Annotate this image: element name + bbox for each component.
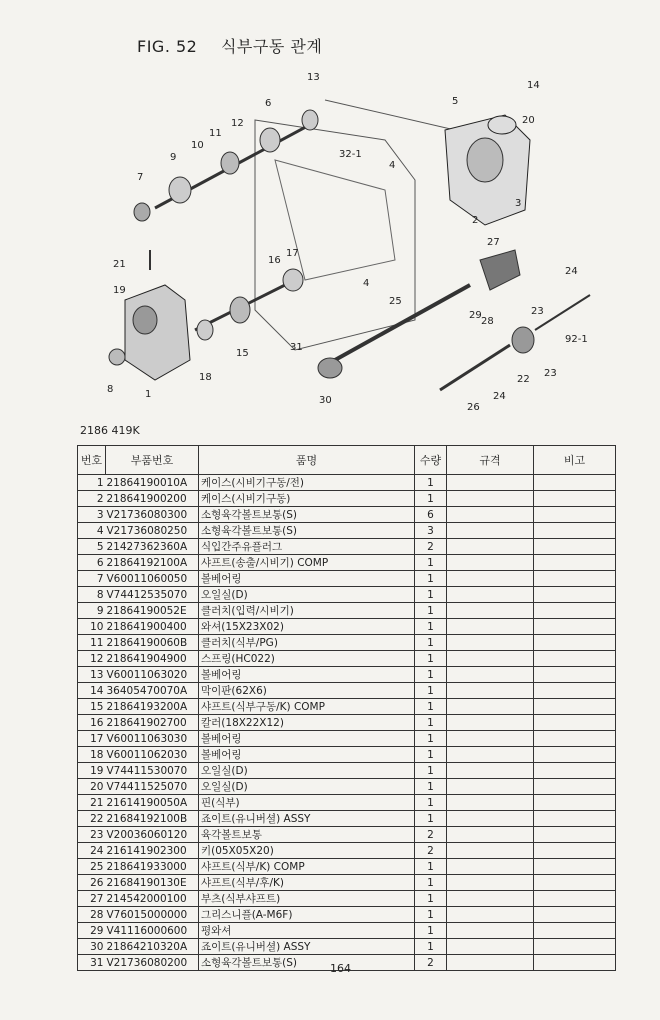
note-cell (534, 667, 616, 683)
spec-cell (447, 587, 534, 603)
table-row (78, 747, 616, 763)
part-code-cell: V60011060050 (106, 571, 199, 587)
quantity-cell: 1 (415, 491, 447, 507)
part-code-cell: V74411525070 (106, 779, 199, 795)
note-cell (534, 891, 616, 907)
row-number-cell: 7 (78, 571, 106, 587)
callout-92-1: 92-1 (565, 334, 588, 345)
part-code-cell: 21614190050A (106, 795, 199, 811)
note-cell (534, 651, 616, 667)
note-cell (534, 763, 616, 779)
table-row (78, 491, 616, 507)
quantity-cell: 1 (415, 619, 447, 635)
part-code-cell: V60011063020 (106, 667, 199, 683)
quantity-cell: 1 (415, 939, 447, 955)
part-code-cell: V20036060120 (106, 827, 199, 843)
spec-cell (447, 507, 534, 523)
callout-22: 22 (517, 374, 530, 385)
table-row (78, 731, 616, 747)
quantity-cell: 1 (415, 795, 447, 811)
part-code-cell: V41116000600 (106, 923, 199, 939)
row-number-cell: 16 (78, 715, 106, 731)
quantity-cell: 1 (415, 811, 447, 827)
table-row (78, 923, 616, 939)
part-name-cell: 오일실(D) (199, 779, 415, 795)
note-cell (534, 827, 616, 843)
part-code-cell: 218641900200 (106, 491, 199, 507)
part-name-cell: 샤프트(식부구동/K) COMP (199, 699, 415, 715)
table-row (78, 475, 616, 491)
table-row (78, 843, 616, 859)
part-code-cell: 21864210320A (106, 939, 199, 955)
spec-cell (447, 523, 534, 539)
callout-3: 3 (515, 198, 522, 209)
row-number-cell: 24 (78, 843, 106, 859)
row-number-cell: 11 (78, 635, 106, 651)
note-cell (534, 683, 616, 699)
callout-17: 17 (286, 248, 299, 259)
row-number-cell: 19 (78, 763, 106, 779)
part-code-cell: 21864193200A (106, 699, 199, 715)
parts-table-body (78, 475, 616, 971)
part-name-cell: 육각볼트보통 (199, 827, 415, 843)
callout-4: 4 (389, 160, 396, 171)
note-cell (534, 907, 616, 923)
part-name-cell: 볼베어링 (199, 571, 415, 587)
table-row (78, 859, 616, 875)
callout-11: 11 (209, 128, 222, 139)
quantity-cell: 1 (415, 763, 447, 779)
quantity-cell: 1 (415, 603, 447, 619)
spec-cell (447, 571, 534, 587)
header-qty: 수량 (415, 446, 447, 475)
row-number-cell: 22 (78, 811, 106, 827)
callout-31: 31 (290, 342, 303, 353)
table-row (78, 619, 616, 635)
callout-2: 2 (472, 215, 479, 226)
part-code-cell: V60011062030 (106, 747, 199, 763)
row-number-cell: 21 (78, 795, 106, 811)
row-number-cell: 1 (78, 475, 106, 491)
row-number-cell: 29 (78, 923, 106, 939)
part-code-cell: 218641904900 (106, 651, 199, 667)
part-name-cell: 소형육각볼트보통(S) (199, 955, 415, 971)
row-number-cell: 4 (78, 523, 106, 539)
table-row (78, 651, 616, 667)
note-cell (534, 843, 616, 859)
quantity-cell: 1 (415, 571, 447, 587)
quantity-cell: 1 (415, 923, 447, 939)
callout-32-1: 32-1 (339, 149, 362, 160)
spec-cell (447, 939, 534, 955)
callout-26: 26 (467, 402, 480, 413)
row-number-cell: 31 (78, 955, 106, 971)
note-cell (534, 859, 616, 875)
table-row (78, 539, 616, 555)
callout-23: 23 (531, 306, 544, 317)
spec-cell (447, 795, 534, 811)
part-code-cell: 21864190052E (106, 603, 199, 619)
part-name-cell: 죠이트(유니버셜) ASSY (199, 939, 415, 955)
spec-cell (447, 491, 534, 507)
quantity-cell: 1 (415, 779, 447, 795)
callout-5: 5 (452, 96, 459, 107)
spec-cell (447, 603, 534, 619)
part-code-cell: V21736080300 (106, 507, 199, 523)
spec-cell (447, 715, 534, 731)
callout-21: 21 (113, 259, 126, 270)
row-number-cell: 18 (78, 747, 106, 763)
row-number-cell: 5 (78, 539, 106, 555)
note-cell (534, 523, 616, 539)
quantity-cell: 1 (415, 859, 447, 875)
row-number-cell: 23 (78, 827, 106, 843)
spec-cell (447, 907, 534, 923)
row-number-cell: 12 (78, 651, 106, 667)
spec-cell (447, 651, 534, 667)
row-number-cell: 2 (78, 491, 106, 507)
part-name-cell: 볼베어링 (199, 731, 415, 747)
row-number-cell: 14 (78, 683, 106, 699)
part-name-cell: 식입간주유플러그 (199, 539, 415, 555)
row-number-cell: 27 (78, 891, 106, 907)
callout-9: 9 (170, 152, 177, 163)
row-number-cell: 20 (78, 779, 106, 795)
note-cell (534, 811, 616, 827)
row-number-cell: 28 (78, 907, 106, 923)
part-name-cell: 볼베어링 (199, 747, 415, 763)
row-number-cell: 26 (78, 875, 106, 891)
part-name-cell: 클러치(입력/시비기) (199, 603, 415, 619)
spec-cell (447, 539, 534, 555)
spec-cell (447, 779, 534, 795)
part-name-cell: 스프링(HC022) (199, 651, 415, 667)
callout-7: 7 (137, 172, 144, 183)
quantity-cell: 1 (415, 667, 447, 683)
spec-cell (447, 859, 534, 875)
part-name-cell: 죠이트(유니버셜) ASSY (199, 811, 415, 827)
callout-24: 24 (565, 266, 578, 277)
part-code-cell: 21427362360A (106, 539, 199, 555)
row-number-cell: 15 (78, 699, 106, 715)
callout-12: 12 (231, 118, 244, 129)
spec-cell (447, 827, 534, 843)
header-name: 품명 (199, 446, 415, 475)
table-row (78, 795, 616, 811)
figure-number: FIG. 52 (137, 37, 198, 56)
spec-cell (447, 875, 534, 891)
part-name-cell: 막이판(62X6) (199, 683, 415, 699)
spec-cell (447, 923, 534, 939)
page-number: 164 (330, 962, 351, 975)
spec-cell (447, 555, 534, 571)
part-name-cell: 와셔(15X23X02) (199, 619, 415, 635)
part-code-cell: 21684192100B (106, 811, 199, 827)
note-cell (534, 587, 616, 603)
part-name-cell: 평와셔 (199, 923, 415, 939)
spec-cell (447, 843, 534, 859)
spec-cell (447, 955, 534, 971)
part-code-cell: V21736080200 (106, 955, 199, 971)
quantity-cell: 1 (415, 587, 447, 603)
table-row (78, 667, 616, 683)
table-row (78, 635, 616, 651)
spec-cell (447, 891, 534, 907)
note-cell (534, 779, 616, 795)
row-number-cell: 3 (78, 507, 106, 523)
callout-13: 13 (307, 72, 320, 83)
quantity-cell: 1 (415, 747, 447, 763)
part-code-cell: 21684190130E (106, 875, 199, 891)
part-name-cell: 오일실(D) (199, 763, 415, 779)
table-row (78, 811, 616, 827)
part-name-cell: 칼러(18X22X12) (199, 715, 415, 731)
row-number-cell: 8 (78, 587, 106, 603)
note-cell (534, 747, 616, 763)
quantity-cell: 1 (415, 475, 447, 491)
callout-6: 6 (265, 98, 272, 109)
figure-title (137, 34, 340, 57)
row-number-cell: 25 (78, 859, 106, 875)
callout-15: 15 (236, 348, 249, 359)
part-code-cell: 218641933000 (106, 859, 199, 875)
callout-24b: 24 (493, 391, 506, 402)
callout-27: 27 (487, 237, 500, 248)
callout-25: 25 (389, 296, 402, 307)
table-row (78, 779, 616, 795)
note-cell (534, 795, 616, 811)
parts-table (77, 445, 616, 971)
row-number-cell: 17 (78, 731, 106, 747)
table-row (78, 587, 616, 603)
table-row (78, 763, 616, 779)
note-cell (534, 603, 616, 619)
row-number-cell: 13 (78, 667, 106, 683)
table-row (78, 523, 616, 539)
header-note: 비고 (534, 446, 616, 475)
callout-1: 1 (145, 389, 152, 400)
callout-19: 19 (113, 285, 126, 296)
part-name-cell: 그리스니플(A-M6F) (199, 907, 415, 923)
note-cell (534, 955, 616, 971)
callout-30: 30 (319, 395, 332, 406)
table-row (78, 891, 616, 907)
part-code-cell: V74412535070 (106, 587, 199, 603)
note-cell (534, 491, 616, 507)
spec-cell (447, 619, 534, 635)
header-spec: 규격 (447, 446, 534, 475)
table-row (78, 603, 616, 619)
note-cell (534, 923, 616, 939)
part-name-cell: 소형육각볼트보통(S) (199, 523, 415, 539)
part-code-cell: 216141902300 (106, 843, 199, 859)
spec-cell (447, 699, 534, 715)
quantity-cell: 2 (415, 843, 447, 859)
quantity-cell: 3 (415, 523, 447, 539)
callout-14: 14 (527, 80, 540, 91)
part-name-cell: 샤프트(식부/후/K) (199, 875, 415, 891)
spec-cell (447, 747, 534, 763)
callout-23b: 23 (544, 368, 557, 379)
quantity-cell: 1 (415, 891, 447, 907)
note-cell (534, 539, 616, 555)
part-code-cell: V74411530070 (106, 763, 199, 779)
document-code: 2186 419K (80, 424, 140, 437)
spec-cell (447, 635, 534, 651)
quantity-cell: 1 (415, 875, 447, 891)
table-row (78, 907, 616, 923)
part-name-cell: 케이스(시비기구동) (199, 491, 415, 507)
part-name-cell: 볼베어링 (199, 667, 415, 683)
spec-cell (447, 667, 534, 683)
table-row (78, 827, 616, 843)
note-cell (534, 475, 616, 491)
quantity-cell: 6 (415, 507, 447, 523)
note-cell (534, 875, 616, 891)
part-code-cell: V76015000000 (106, 907, 199, 923)
callout-8: 8 (107, 384, 114, 395)
quantity-cell: 2 (415, 539, 447, 555)
part-name-cell: 키(05X05X20) (199, 843, 415, 859)
note-cell (534, 555, 616, 571)
row-number-cell: 30 (78, 939, 106, 955)
part-code-cell: V60011063030 (106, 731, 199, 747)
spec-cell (447, 683, 534, 699)
row-number-cell: 6 (78, 555, 106, 571)
note-cell (534, 731, 616, 747)
row-number-cell: 9 (78, 603, 106, 619)
quantity-cell: 2 (415, 827, 447, 843)
note-cell (534, 507, 616, 523)
table-row (78, 571, 616, 587)
quantity-cell: 1 (415, 699, 447, 715)
header-no: 번호 (78, 446, 106, 475)
part-code-cell: 218641902700 (106, 715, 199, 731)
callout-29: 29 (469, 310, 482, 321)
table-row (78, 683, 616, 699)
table-row (78, 507, 616, 523)
quantity-cell: 1 (415, 683, 447, 699)
note-cell (534, 619, 616, 635)
part-code-cell: 218641900400 (106, 619, 199, 635)
quantity-cell: 2 (415, 955, 447, 971)
part-name-cell: 케이스(시비기구동/전) (199, 475, 415, 491)
part-code-cell: V21736080250 (106, 523, 199, 539)
part-name-cell: 클러치(식부/PG) (199, 635, 415, 651)
part-code-cell: 21864190060B (106, 635, 199, 651)
note-cell (534, 635, 616, 651)
callout-18: 18 (199, 372, 212, 383)
part-name-cell: 핀(식부) (199, 795, 415, 811)
callout-28: 28 (481, 316, 494, 327)
callout-16: 16 (268, 255, 281, 266)
quantity-cell: 1 (415, 635, 447, 651)
quantity-cell: 1 (415, 651, 447, 667)
part-code-cell: 214542000100 (106, 891, 199, 907)
spec-cell (447, 475, 534, 491)
table-row (78, 555, 616, 571)
part-code-cell: 21864192100A (106, 555, 199, 571)
quantity-cell: 1 (415, 731, 447, 747)
row-number-cell: 10 (78, 619, 106, 635)
part-name-cell: 샤프트(송출/시비기) COMP (199, 555, 415, 571)
part-code-cell: 36405470070A (106, 683, 199, 699)
table-row (78, 939, 616, 955)
note-cell (534, 939, 616, 955)
callout-4b: 4 (363, 278, 370, 289)
header-code: 부품번호 (106, 446, 199, 475)
spec-cell (447, 811, 534, 827)
figure-caption: 식부구동 관계 (220, 37, 323, 56)
exploded-parts-diagram (95, 60, 605, 415)
spec-cell (447, 763, 534, 779)
table-row (78, 699, 616, 715)
callout-10: 10 (191, 140, 204, 151)
quantity-cell: 1 (415, 907, 447, 923)
part-name-cell: 샤프트(식부/K) COMP (199, 859, 415, 875)
table-header-row (78, 446, 616, 475)
table-row (78, 875, 616, 891)
quantity-cell: 1 (415, 715, 447, 731)
part-name-cell: 부츠(식부샤프트) (199, 891, 415, 907)
note-cell (534, 571, 616, 587)
note-cell (534, 715, 616, 731)
part-name-cell: 소형육각볼트보통(S) (199, 507, 415, 523)
note-cell (534, 699, 616, 715)
spec-cell (447, 731, 534, 747)
callout-20: 20 (522, 115, 535, 126)
table-row (78, 715, 616, 731)
part-name-cell: 오일실(D) (199, 587, 415, 603)
part-code-cell: 21864190010A (106, 475, 199, 491)
quantity-cell: 1 (415, 555, 447, 571)
